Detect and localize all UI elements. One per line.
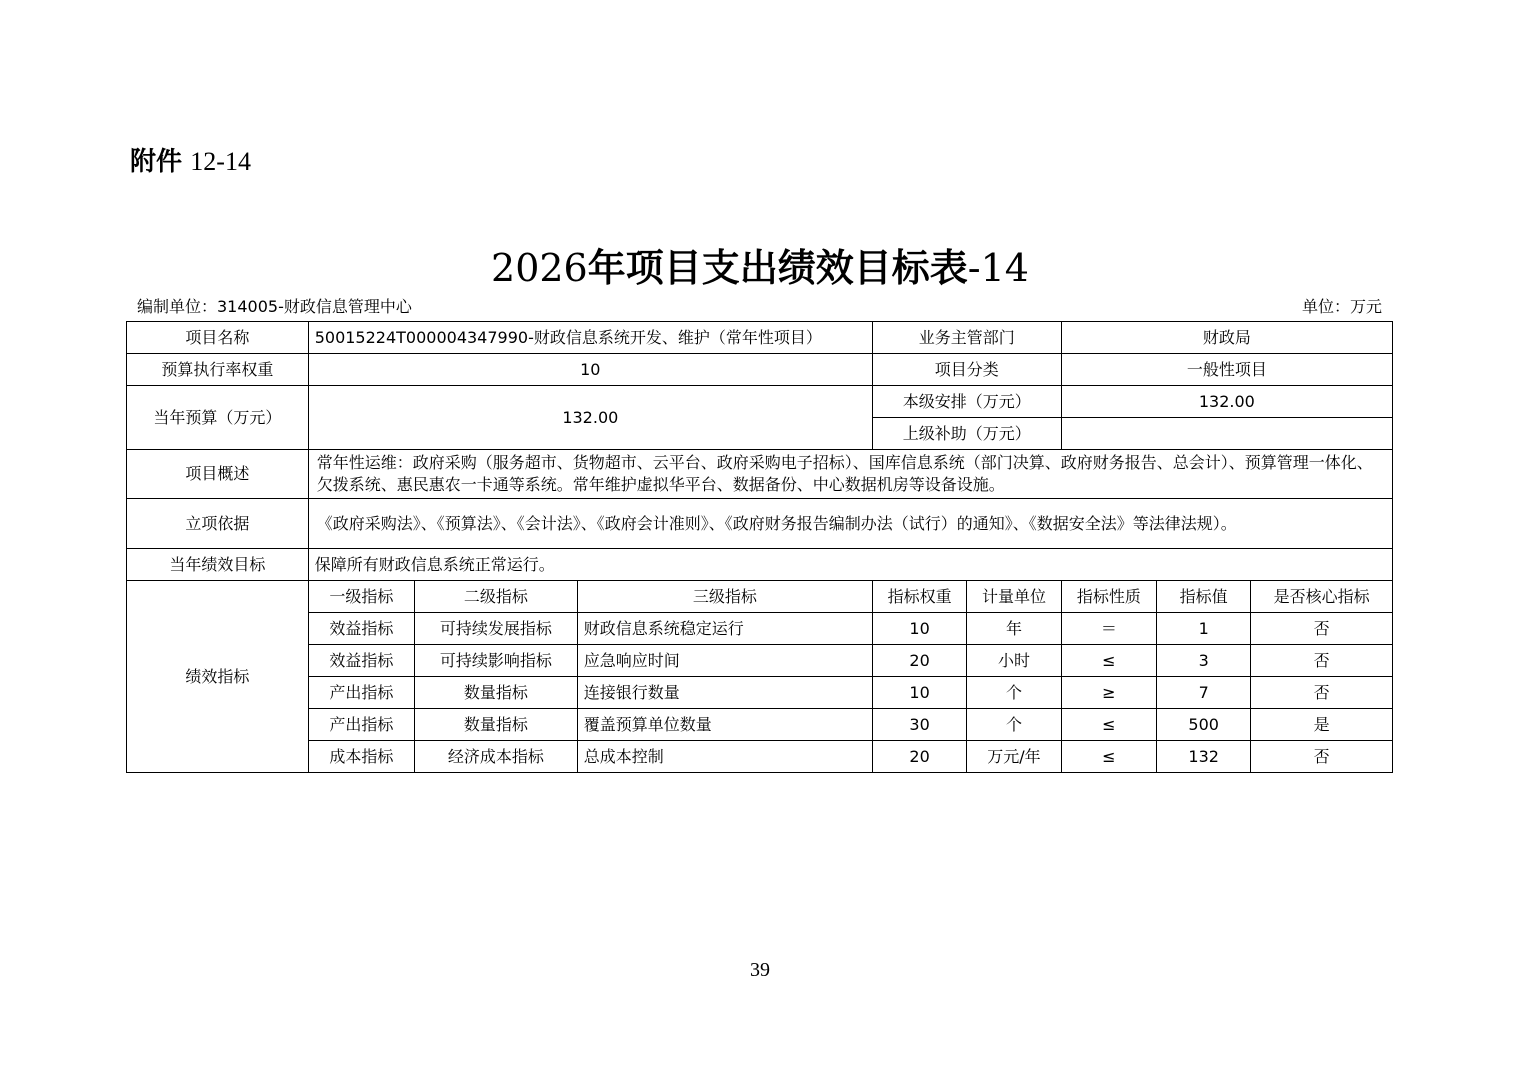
budget-row: [127, 386, 1393, 418]
category-label: 项目分类: [872, 354, 1061, 386]
table-row: [127, 645, 1393, 677]
upper-value: [1061, 418, 1392, 450]
title-suffix: -14: [967, 246, 1029, 290]
weight-cell: 10: [872, 677, 966, 709]
goal-value: 保障所有财政信息系统正常运行。: [308, 549, 1392, 581]
weight-cell: 10: [872, 613, 966, 645]
nature-cell: ≥: [1061, 677, 1156, 709]
header-unit: 计量单位: [967, 581, 1061, 613]
nature-cell: ≤: [1061, 741, 1156, 773]
value-cell: 132: [1157, 741, 1251, 773]
dept-label: 业务主管部门: [872, 322, 1061, 354]
header-level1: 一级指标: [308, 581, 414, 613]
level2-cell: 可持续影响指标: [415, 645, 578, 677]
core-cell: 否: [1251, 741, 1393, 773]
header-weight: 指标权重: [872, 581, 966, 613]
level3-cell: 连接银行数量: [577, 677, 872, 709]
table-row: [127, 677, 1393, 709]
header-nature: 指标性质: [1061, 581, 1156, 613]
title-year: 2026: [491, 246, 588, 290]
level1-cell: 产出指标: [308, 709, 414, 741]
table-row: [127, 613, 1393, 645]
title-text: 年项目支出绩效目标表: [587, 246, 968, 290]
table-row: [127, 741, 1393, 773]
weight-row: [127, 354, 1393, 386]
level2-cell: 可持续发展指标: [415, 613, 578, 645]
basis-value: 《政府采购法》、《预算法》、《会计法》、《政府会计准则》、《政府财务报告编制办法（试行）的通知》、《数据安全法》等法律法规）。: [308, 499, 1392, 549]
project-name-value: 50015224T000004347990-财政信息系统开发、维护（常年性项目）: [308, 322, 872, 354]
project-name-label: 项目名称: [127, 322, 309, 354]
currency-unit: 单位：万元: [1301, 297, 1382, 316]
header-core: 是否核心指标: [1251, 581, 1393, 613]
attachment-word: 附件: [130, 147, 183, 177]
indicator-header-row: [127, 581, 1393, 613]
table-row: [127, 709, 1393, 741]
unit-cell: 万元/年: [967, 741, 1061, 773]
basis-row: [127, 499, 1393, 549]
attachment-label: [130, 144, 251, 180]
weight-value: 10: [308, 354, 872, 386]
budget-label: 当年预算（万元）: [127, 386, 309, 450]
core-cell: 否: [1251, 677, 1393, 709]
core-cell: 是: [1251, 709, 1393, 741]
indicators-label: 绩效指标: [127, 581, 309, 773]
level3-cell: 覆盖预算单位数量: [577, 709, 872, 741]
overview-value: 常年性运维：政府采购（服务超市、货物超市、云平台、政府采购电子招标）、国库信息系统（部门决算、政府财务报告、总会计）、预算管理一体化、欠拨系统、惠民惠农一卡通等系统。常年维护虚拟华平台、数据备份、中心数据机房等设备设施。: [308, 450, 1392, 499]
value-cell: 3: [1157, 645, 1251, 677]
dept-value: 财政局: [1061, 322, 1392, 354]
unit-cell: 个: [967, 709, 1061, 741]
local-value: 132.00: [1061, 386, 1392, 418]
nature-cell: ＝: [1061, 613, 1156, 645]
performance-target-table: [126, 321, 1393, 773]
overview-row: [127, 450, 1393, 499]
weight-cell: 20: [872, 645, 966, 677]
level3-cell: 总成本控制: [577, 741, 872, 773]
weight-cell: 30: [872, 709, 966, 741]
header-level2: 二级指标: [415, 581, 578, 613]
level1-cell: 效益指标: [308, 645, 414, 677]
upper-label: 上级补助（万元）: [872, 418, 1061, 450]
unit-cell: 小时: [967, 645, 1061, 677]
budget-value: 132.00: [308, 386, 872, 450]
basis-label: 立项依据: [127, 499, 309, 549]
page-number: 39: [750, 959, 770, 981]
level3-cell: 财政信息系统稳定运行: [577, 613, 872, 645]
nature-cell: ≤: [1061, 709, 1156, 741]
nature-cell: ≤: [1061, 645, 1156, 677]
level2-cell: 数量指标: [415, 677, 578, 709]
level3-cell: 应急响应时间: [577, 645, 872, 677]
core-cell: 否: [1251, 613, 1393, 645]
value-cell: 7: [1157, 677, 1251, 709]
goal-label: 当年绩效目标: [127, 549, 309, 581]
weight-cell: 20: [872, 741, 966, 773]
weight-label: 预算执行率权重: [127, 354, 309, 386]
unit-cell: 年: [967, 613, 1061, 645]
goal-row: [127, 549, 1393, 581]
header-value: 指标值: [1157, 581, 1251, 613]
local-label: 本级安排（万元）: [872, 386, 1061, 418]
level1-cell: 产出指标: [308, 677, 414, 709]
category-value: 一般性项目: [1061, 354, 1392, 386]
overview-label: 项目概述: [127, 450, 309, 499]
value-cell: 1: [1157, 613, 1251, 645]
level2-cell: 经济成本指标: [415, 741, 578, 773]
level2-cell: 数量指标: [415, 709, 578, 741]
level1-cell: 效益指标: [308, 613, 414, 645]
attachment-number: 12-14: [190, 147, 251, 176]
project-name-row: [127, 322, 1393, 354]
core-cell: 否: [1251, 645, 1393, 677]
value-cell: 500: [1157, 709, 1251, 741]
header-level3: 三级指标: [577, 581, 872, 613]
page-title: [0, 240, 1520, 296]
level1-cell: 成本指标: [308, 741, 414, 773]
compiler-unit: 编制单位：314005-财政信息管理中心: [137, 297, 412, 316]
unit-cell: 个: [967, 677, 1061, 709]
